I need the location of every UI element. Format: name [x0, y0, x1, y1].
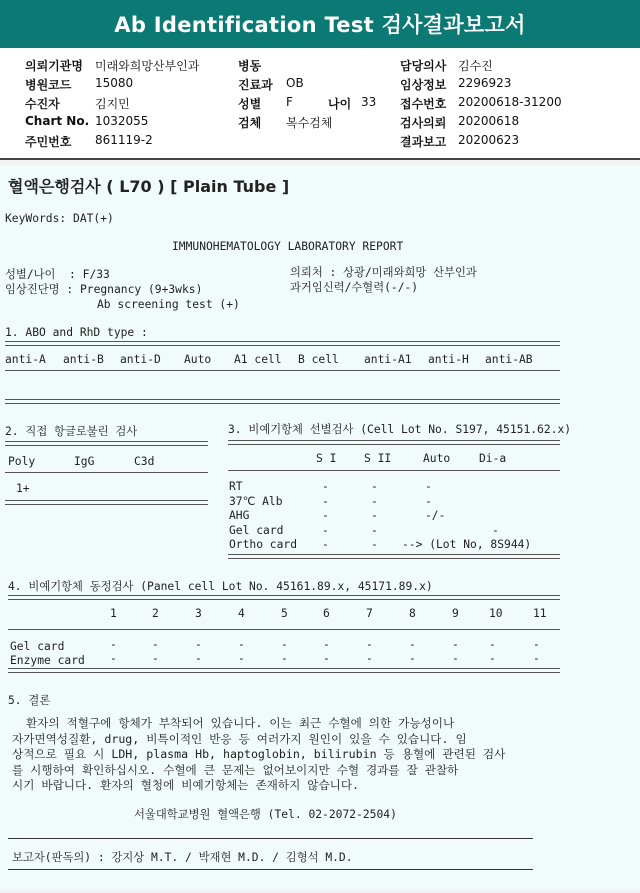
header-label: 임상정보 [400, 78, 447, 92]
screening-cell: - [322, 538, 329, 551]
dat-title: 2. 직접 항글로불린 검사 [5, 425, 138, 438]
abo-rule-top [5, 341, 560, 346]
report-title: Ab Identification Test 검사결과보고서 [114, 13, 526, 37]
panel-column-header: 5 [281, 607, 288, 620]
screening-row-label: AHG [229, 509, 250, 522]
reporter-rule-bottom [8, 869, 533, 870]
transfusion-history: 과거임신력/수혈력(-/-) [290, 281, 419, 294]
conclusion-title: 5. 결론 [8, 694, 51, 707]
header-label: 주민번호 [25, 135, 72, 149]
screening-cell: - [322, 523, 329, 537]
panel-column-header: 11 [533, 607, 547, 620]
panel-cell: - [152, 638, 159, 651]
panel-column-header: 7 [366, 607, 373, 620]
header-value: 15080 [95, 76, 134, 90]
screening-cell: -/- [425, 509, 446, 522]
screening-row-label: Ortho card [229, 538, 298, 551]
dat-column-header: IgG [74, 455, 95, 468]
screening-row-label: Gel card [229, 523, 284, 537]
patient-diagnosis: 임상진단명 : Pregnancy (9+3wks) [5, 283, 203, 296]
panel-column-header: 1 [110, 607, 117, 620]
panel-cell: - [409, 652, 416, 665]
abo-title: 1. ABO and RhD type : [5, 326, 148, 339]
screening-cell: - [371, 538, 378, 551]
patient-diagnosis-2: Ab screening test (+) [97, 298, 240, 311]
panel-rule-top [8, 595, 560, 600]
panel-rule-bottom [8, 668, 560, 673]
dat-rule-top [5, 441, 208, 446]
header-value: 20200618 [458, 114, 520, 128]
header-value: 33 [361, 95, 377, 109]
panel-row-label: Gel card [10, 640, 65, 653]
header-label: Chart No. [25, 114, 90, 128]
header-value: 861119-2 [95, 133, 153, 147]
abo-rule-bottom [5, 399, 560, 404]
screening-cell: - [322, 480, 329, 493]
screening-cell: - [322, 509, 329, 522]
dat-column-header: Poly [8, 455, 36, 468]
header-label: 접수번호 [400, 97, 447, 111]
header-value: F [286, 95, 293, 109]
panel-column-header: 2 [152, 607, 159, 620]
conclusion-line: 환자의 적혈구에 항체가 부착되어 있습니다. 이는 최근 수혈에 의한 가능성이나 [12, 716, 455, 730]
requester: 의뢰처 : 상광/미래와희망 산부인과 [290, 266, 477, 279]
header-label: 병동 [238, 59, 262, 73]
header-label: 진료과 [238, 78, 273, 92]
screening-cell: - [371, 480, 378, 493]
screening-cell: - [425, 480, 432, 493]
conclusion-line: 상적으로 필요 시 LDH, plasma Hb, haptoglobin, bilirubin 등 용혈에 관련된 검사 [12, 747, 506, 761]
panel-cell: - [366, 652, 373, 665]
panel-row-label: Enzyme card [10, 654, 85, 667]
panel-cell: - [452, 638, 459, 651]
screening-cell: - [371, 509, 378, 522]
abo-column-header: anti-D [120, 353, 161, 366]
panel-cell: - [195, 652, 202, 665]
screening-title: 3. 비예기항체 선별검사 (Cell Lot No. S197, 45151.62.x) [228, 423, 572, 436]
header-value: 김수진 [458, 59, 493, 73]
abo-column-header: Auto [184, 353, 212, 366]
header-value: 미래와희망산부인과 [95, 59, 200, 73]
screening-cell: - [371, 523, 378, 537]
panel-cell: - [195, 638, 202, 651]
panel-cell: - [110, 638, 117, 651]
dat-rule-mid [5, 472, 208, 473]
panel-column-header: 9 [452, 607, 459, 620]
abo-column-header: A1 cell [234, 353, 282, 366]
panel-title: 4. 비예기항체 동정검사 (Panel cell Lot No. 45161.89.x, 45171.89.x) [8, 580, 433, 593]
header-label: 병원코드 [25, 78, 72, 92]
panel-cell: - [152, 652, 159, 665]
conclusion-line: 자가면역성질환, drug, 비특이적인 반응 등 여러가지 원인이 있을 수 있습니다. 임 [12, 731, 467, 746]
dat-poly-value: 1+ [16, 482, 30, 495]
report-title-bar [0, 0, 640, 48]
panel-cell: - [533, 652, 540, 665]
panel-cell: - [238, 652, 245, 665]
panel-column-header: 10 [489, 607, 503, 620]
screening-cell: - [322, 494, 329, 508]
panel-cell: - [323, 652, 330, 665]
abo-column-header: B cell [298, 353, 339, 366]
header-label: 검사의뢰 [400, 116, 447, 130]
abo-column-header: anti-B [63, 353, 104, 366]
dat-column-header: C3d [134, 455, 155, 468]
header-value: 복수검체 [286, 116, 333, 130]
header-value: 20200618-31200 [458, 95, 562, 109]
abo-column-header: anti-A [5, 353, 46, 366]
panel-cell: - [409, 638, 416, 651]
screening-column-header: S II [364, 452, 392, 465]
panel-cell: - [110, 652, 117, 665]
header-label: 성별 [238, 97, 262, 111]
panel-column-header: 6 [323, 607, 330, 620]
screening-cell: - [492, 523, 499, 537]
screening-column-header: Di-a [479, 452, 507, 465]
header-label: 의뢰기관명 [25, 59, 83, 73]
screening-cell: --> (Lot No, 8S944) [402, 538, 532, 551]
header-label: 나이 [328, 97, 352, 111]
panel-rule-mid [8, 629, 560, 630]
screening-column-header: Auto [423, 452, 451, 465]
header-label: 검체 [238, 116, 262, 130]
lab-title: IMMUNOHEMATOLOGY LABORATORY REPORT [172, 240, 404, 253]
header-label: 수진자 [25, 97, 60, 111]
panel-cell: - [533, 638, 540, 651]
screening-row-label: RT [229, 480, 243, 493]
panel-cell: - [489, 652, 496, 665]
panel-column-header: 8 [409, 607, 416, 620]
conclusion-line: 시기 바랍니다. 환자의 혈청에 비예기항체는 존재하지 않습니다. [12, 778, 360, 792]
abo-column-header: anti-A1 [364, 353, 412, 366]
hospital-contact: 서울대학교병원 혈액은행 (Tel. 02-2072-2504) [134, 808, 397, 821]
header-value: 2296923 [458, 76, 512, 90]
panel-cell: - [366, 638, 373, 651]
panel-cell: - [281, 638, 288, 651]
conclusion-line: 를 시행하여 확인하십시오. 수혈에 큰 문제는 없어보이지만 수혈 경과를 잘 관찰하 [12, 762, 459, 777]
screening-rule-top [228, 440, 560, 445]
panel-cell: - [323, 638, 330, 651]
header-value: 20200623 [458, 133, 520, 147]
panel-column-header: 4 [238, 607, 245, 620]
screening-rule-bottom [228, 554, 560, 559]
header-label: 담당의사 [400, 59, 447, 73]
screening-cell: - [425, 494, 432, 508]
header-divider [0, 158, 640, 160]
panel-cell: - [238, 638, 245, 651]
screening-cell: - [371, 494, 378, 508]
dat-rule-bottom [5, 500, 208, 505]
reporter: 보고자(판독의) : 강지상 M.T. / 박재현 M.D. / 김형석 M.D. [12, 851, 353, 864]
abo-column-header: anti-AB [485, 353, 533, 366]
header-value: OB [286, 76, 304, 90]
abo-column-header: anti-H [428, 353, 469, 366]
panel-column-header: 3 [195, 607, 202, 620]
header-value: 1032055 [95, 114, 149, 128]
keywords: KeyWords: DAT(+) [5, 212, 114, 225]
patient-sex-age: 성별/나이 : F/33 [5, 268, 110, 281]
panel-cell: - [452, 652, 459, 665]
screening-row-label: 37℃ Alb [229, 494, 283, 508]
panel-cell: - [281, 652, 288, 665]
header-value: 김지민 [95, 97, 130, 111]
reporter-rule-top [8, 838, 533, 839]
header-label: 결과보고 [400, 135, 447, 149]
abo-rule-mid [5, 370, 560, 371]
section-title: 혈액은행검사 ( L70 ) [ Plain Tube ] [8, 177, 290, 196]
screening-column-header: S I [316, 452, 337, 465]
panel-cell: - [489, 638, 496, 651]
screening-rule-mid [228, 470, 560, 471]
